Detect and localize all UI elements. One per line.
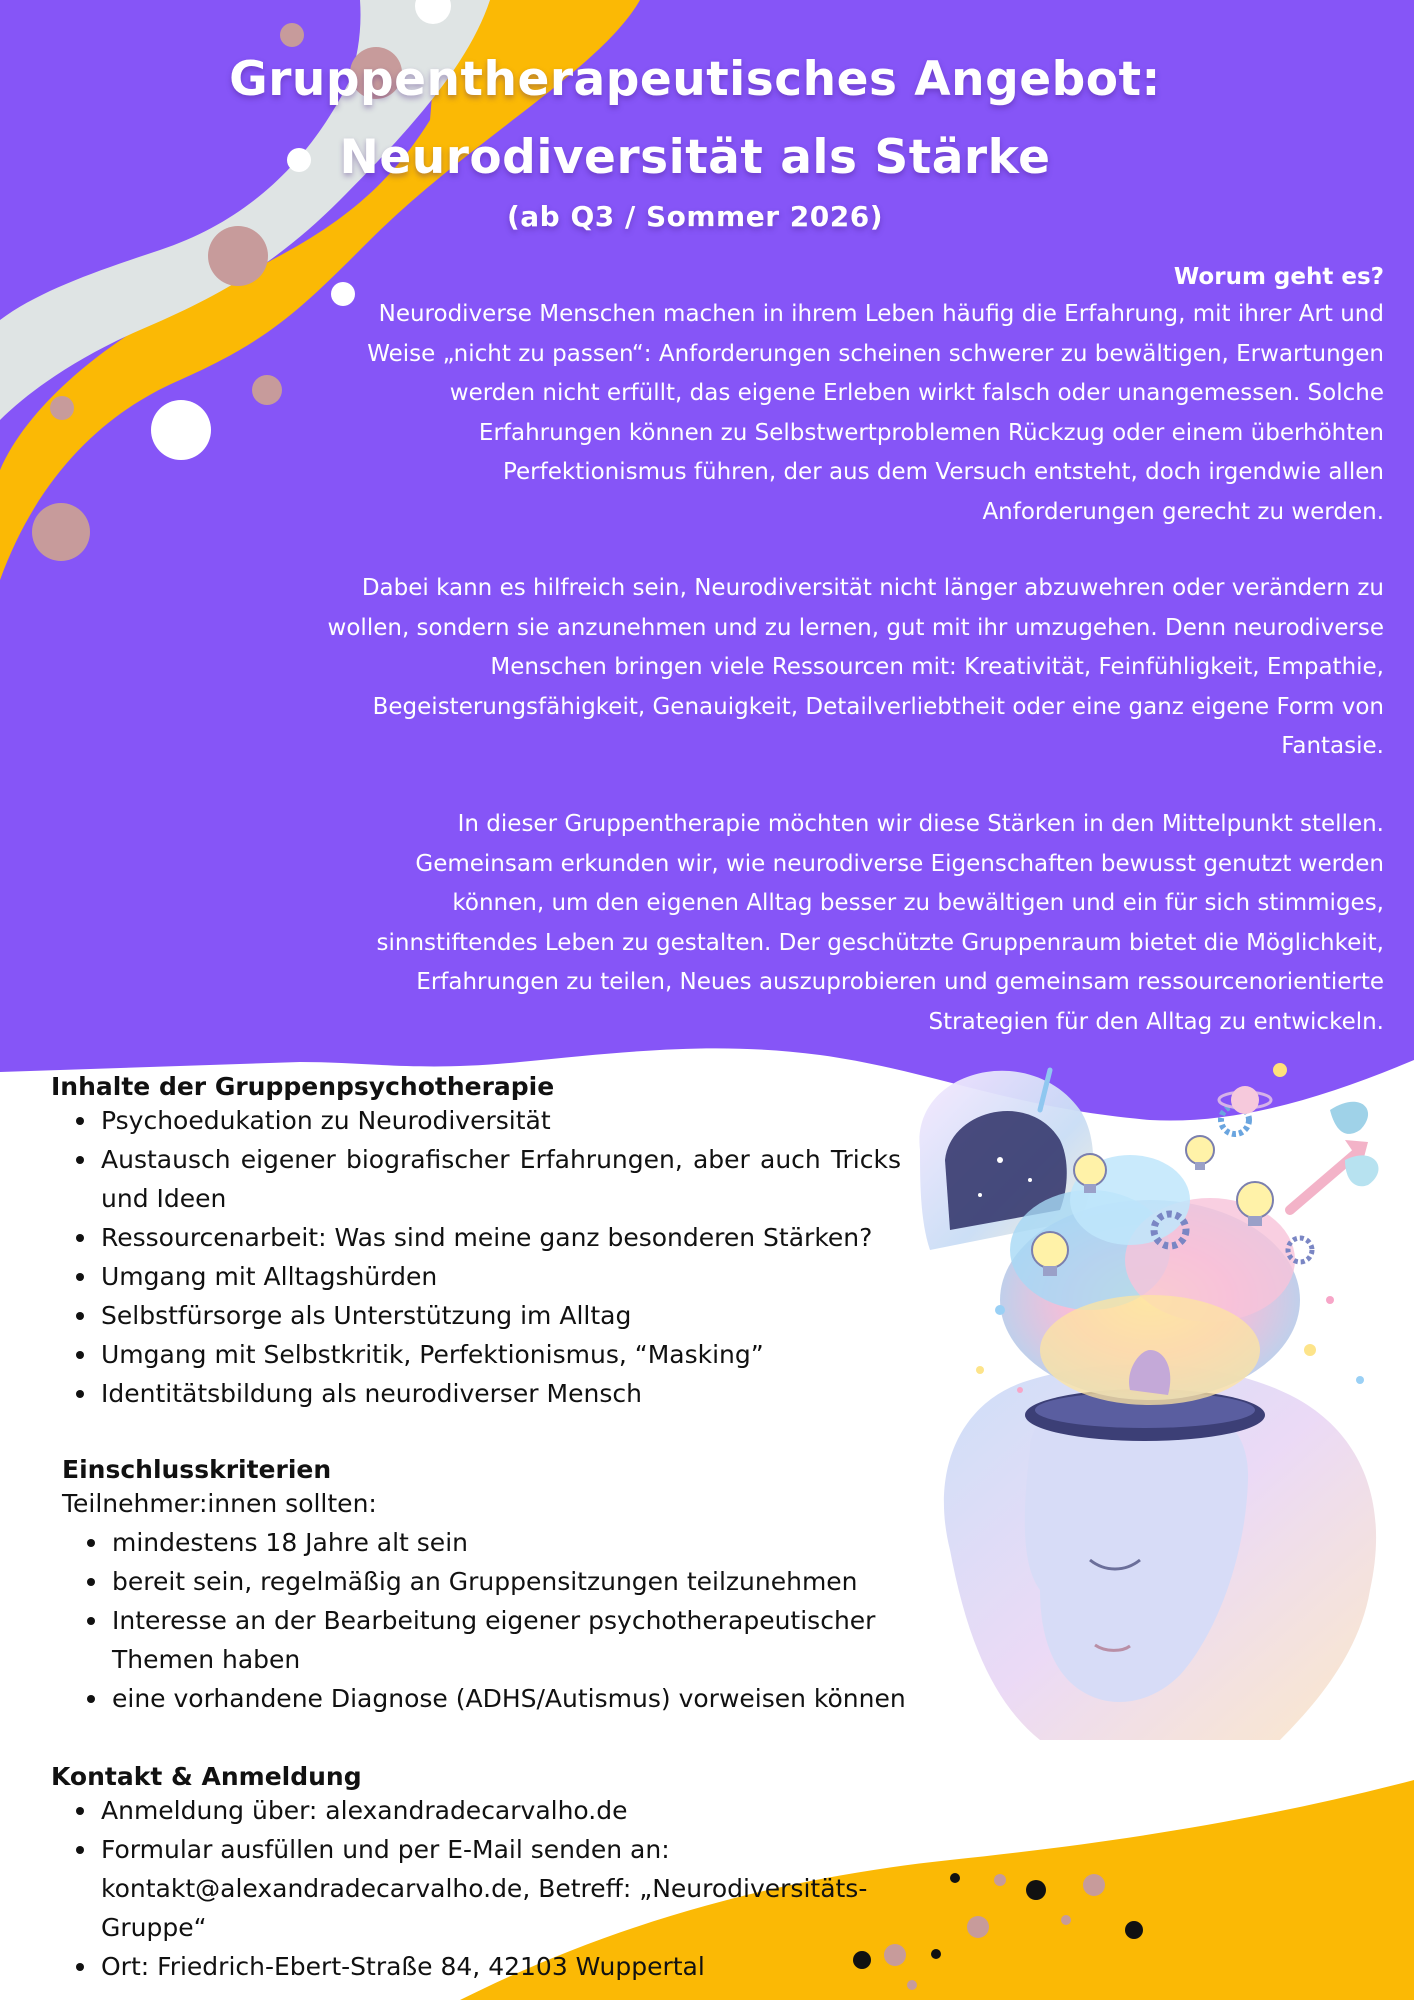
head-brain-illustration — [890, 1050, 1410, 1750]
inhalte-heading: Inhalte der Gruppenpsychotherapie — [51, 1072, 555, 1101]
list-item: Umgang mit Selbstkritik, Perfektionismus, “Masking” — [51, 1335, 911, 1374]
list-item-formular: Formular ausfüllen und per E-Mail senden an: kontakt@alexandradecarvalho.de, Betreff: „Neurodiversitäts-Gruppe“ — [51, 1830, 971, 1947]
intro-paragraph-3: In dieser Gruppentherapie möchten wir diese Stärken in den Mittelpunkt stellen. Gemeinsam erkunden wir, wie neurodiverse Eigenschaften bewusst genutzt werden können, um den eigenen Alltag besser zu bewältigen und ein für sich stimmiges, sinnstiftendes Leben zu gestalten. Der geschützte Gruppenraum bietet die Möglichkeit, Erfahrungen zu teilen, Neues auszuprobieren und gemeinsam ressourcenorientierte Strategien für den Alltag zu entwickeln. — [376, 811, 1384, 1035]
title-line-1: Gruppentherapeutisches Angebot: — [229, 52, 1161, 107]
list-item: bereit sein, regelmäßig an Gruppensitzungen teilzunehmen — [62, 1562, 912, 1601]
intro-paragraph-1: Neurodiverse Menschen machen in ihrem Leben häufig die Erfahrung, mit ihrer Art und Weise „nicht zu passen“: Anforderungen scheinen schwerer zu bewältigen, Erwartungen werden nicht erfüllt, das eigene Erleben wirkt falsch oder unangemessen. Solche Erfahrungen können zu Selbstwertproblemen Rückzug oder einem überhöhten Perfektionismus führen, der aus dem Versuch entsteht, doch irgendwie allen Anforderungen gerecht zu werden. — [367, 301, 1384, 525]
einschluss-list — [62, 1523, 912, 1718]
einschluss-lead: Teilnehmer:innen sollten: — [62, 1489, 377, 1518]
list-item: Psychoedukation zu Neurodiversität — [51, 1101, 911, 1140]
inhalte-list — [51, 1101, 911, 1413]
list-item-ort: Ort: Friedrich-Ebert-Straße 84, 42103 Wuppertal — [51, 1947, 991, 1986]
list-item: Selbstfürsorge als Unterstützung im Alltag — [51, 1296, 911, 1335]
title-line-2: Neurodiversität als Stärke — [339, 130, 1051, 185]
intro-paragraph-2: Dabei kann es hilfreich sein, Neurodiversität nicht länger abzuwehren oder verändern zu wollen, sondern sie anzunehmen und zu lernen, gut mit ihr umzugehen. Denn neurodiverse Menschen bringen viele Ressourcen mit: Kreativität, Feinfühligkeit, Empathie, Begeisterungsfähigkeit, Genauigkeit, Detailverliebtheit oder eine ganz eigene Form von Fantasie. — [327, 575, 1384, 759]
section-einschlusskriterien — [62, 1455, 912, 1718]
list-item: Umgang mit Alltagshürden — [51, 1257, 911, 1296]
list-item: Ressourcenarbeit: Was sind meine ganz besonderen Stärken? — [51, 1218, 911, 1257]
kontakt-list — [51, 1791, 991, 1986]
list-item: Interesse an der Bearbeitung eigener psychotherapeutischer Themen haben — [62, 1601, 892, 1679]
einschluss-heading: Einschlusskriterien — [62, 1455, 332, 1484]
kontakt-heading: Kontakt & Anmeldung — [51, 1762, 362, 1791]
list-item: Austausch eigener biografischer Erfahrungen, aber auch Tricks und Ideen — [51, 1140, 901, 1218]
list-item: eine vorhandene Diagnose (ADHS/Autismus) vorweisen können — [62, 1679, 912, 1718]
section-inhalte — [51, 1072, 911, 1413]
intro-heading: Worum geht es? — [1173, 264, 1384, 290]
list-item-anmeldung: Anmeldung über: alexandradecarvalho.de — [51, 1791, 991, 1830]
list-item: mindestens 18 Jahre alt sein — [62, 1523, 912, 1562]
list-item: Identitätsbildung als neurodiverser Mensch — [51, 1374, 911, 1413]
section-kontakt — [51, 1762, 991, 1986]
subtitle-date: (ab Q3 / Sommer 2026) — [506, 200, 884, 233]
